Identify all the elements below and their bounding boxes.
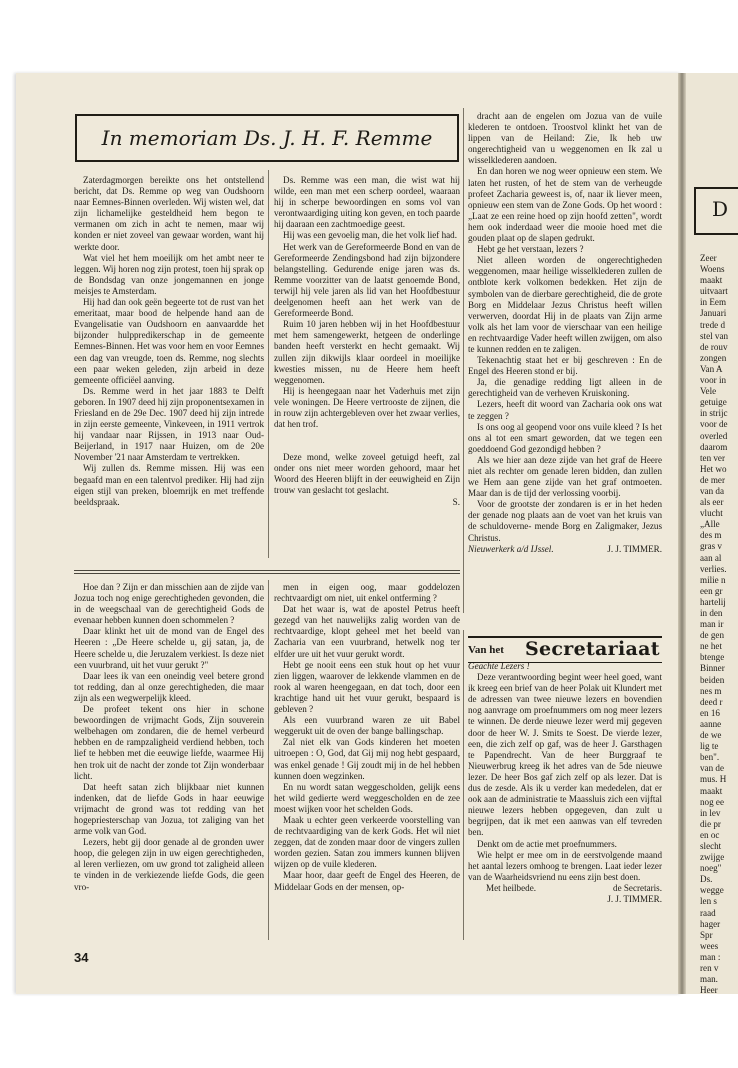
next-page-line: zwijge (700, 852, 725, 863)
secretariaat-prefix: Van het (468, 644, 504, 656)
next-page-line: en oc (700, 829, 720, 840)
paragraph: Ds. Remme werd in het jaar 1883 te Delft geboren. In 1907 deed hij zijn proponentsexamen in Friesland en de 29e Dec. 1907 deed hij zijn intrede in zijn eerste gemeente, Vinkeveen, in 1911 vertrok hij vandaar naar Rijssen, in 1913 naar Oud-Beijerland, in 1917 naar Huizen, om de 20e November '21 naar Amsterdam te vertrekken. (74, 385, 264, 463)
next-page-line: een gr (700, 585, 723, 596)
paragraph: Deze mond, welke zoveel getuigd heeft, zal onder ons niet meer worden gehoord, maar het Woord des Heeren blijft in der eeuwigheid en Zijn trouw van geslacht tot geslacht. (274, 452, 460, 496)
paragraph: Niet alleen worden de ongerechtigheden weggenomen, maar heilige wisselklederen zullen de ontblote kerk volkomen bedekken. Het zijn de symbolen van de dierbare gerechtigheid, die de grote Borg en Middelaar Jezus Christus heeft willen verwerven, doordat Hij in de plaats van Zijn arme volk als het lam voor de vierschaar van een heilige en rechtvaardige Vader heeft willen zwijgen, om also te kunnen redden en te zaligen. (468, 255, 662, 354)
next-page-line: stel van (700, 330, 729, 341)
next-page-line: de mer (700, 474, 725, 485)
closing-role: de Secretaris. (613, 882, 662, 893)
paragraph: Ruim 10 jaren hebben wij in het Hoofdbestuur met hem samengewerkt, hetgeen de onderlinge banden heeft versterkt en hecht gemaakt. Wij zullen zijn dikwijls klaar oordeel in moeilijke kwesties missen, nu de Heere hem heeft weggenomen. (274, 319, 460, 385)
paragraph: Denkt om de actie met proefnummers. (477, 838, 617, 849)
paragraph: men in eigen oog, maar goddelozen rechtvaardigt om niet, uit enkel ontferming ? (274, 582, 460, 604)
next-page-line: ne het (700, 641, 722, 652)
next-page-line: in Eem (700, 297, 727, 308)
next-page-line: aanne (700, 718, 722, 729)
next-page-text (700, 253, 738, 994)
next-page-line: van de (700, 763, 724, 774)
next-page-line: wegge (700, 885, 724, 896)
next-page-line: zongen (700, 352, 727, 363)
next-page-line: Heer (700, 985, 718, 994)
paragraph: En nu wordt satan weggescholden, gelijk eens het wild gedierte werd weggescholden en de zee moest wijken voor het schelden Gods. (274, 781, 460, 814)
paragraph: Deze verantwoording begint weer heel goed, want ik kreeg een brief van de heer Polak uit Klundert met de adressen van twee nieuwe lezers en bovendien nog aanvrage om proefnummers om nog meer lezers te winnen. De derde nieuwe lezer werd mij gegeven door de heer W. J. Smits te Soest. De vierde lezer, een, die zich zelf op gaf, was de heer J. Garsthagen te Papendrecht. Van de heer Burggraaf te Nieuwerbrug kreeg ik het adres van de 5de nieuwe lezer. De heer Bos gaf zich zelf op als lezer. Dat is dus de zesde. Als ik u verder kan mededelen, dat er ook aan de administratie te Maassluis zich een vijftal nieuwe lezers hebben opgegeven, dan zult u begrijpen, dat ik met een aanwas van elf tevreden ben. (468, 672, 662, 838)
page-gutter (678, 73, 686, 994)
next-page-line: die pr (700, 818, 721, 829)
paragraph: Hij is heengegaan naar het Vaderhuis met zijn vele woningen. De Heere vertrooste de zijnen, die in rouw zijn achtergebleven over het zwaar verlies, dat hen trof. (274, 385, 460, 430)
memoriam-title-box (75, 114, 459, 162)
next-page-line: nog ee (700, 796, 724, 807)
next-page-line: Het wo (700, 463, 727, 474)
paragraph: Hoe dan ? Zijn er dan misschien aan de zijde van Jozua toch nog enige gerechtigheden gevonden, die in de weegschaal van de gerechtigheid Gods de evenaar hebben kunnen doen schommelen ? (74, 582, 264, 626)
next-page-line: Zeer (700, 253, 717, 263)
next-page-title: D (712, 197, 729, 221)
paragraph: Zal niet elk van Gods kinderen het moeten uitroepen : O, God, dat Gij mij nog hebt gespaard, was enkel genade ! Gij zoudt mij in de hel hebben kunnen doen wegzinken. (274, 737, 460, 781)
secretariaat-text (468, 672, 662, 883)
section-divider (74, 570, 460, 571)
next-page-line: als eer (700, 497, 724, 508)
next-page-line: verlies. (700, 563, 727, 574)
next-page-line: wees (700, 940, 719, 951)
paragraph: Wij zullen ds. Remme missen. Hij was een begaafd man en een talentvol prediker. Hij had zijn eigen stijl van preken, bloemrijk en met treffende beeldspraak. (74, 463, 264, 507)
next-page-line: des m (700, 530, 722, 541)
paragraph: Ja, die genadige redding ligt alleen in de gerechtigheid van de verheven Kruiskoning. (468, 377, 662, 399)
closing-greeting: Met heilbede. (486, 882, 536, 893)
paragraph: Hebt ge nooit eens een stuk hout op het vuur zien liggen, waarover de lekkende vlammen en de rook al waren heengegaan, en dat toch, door een krachtige hand uit het vuur gerukt, bespaard is gebleven ? (274, 659, 460, 715)
next-page-line: daarom (700, 441, 728, 452)
page-number: 34 (74, 950, 89, 965)
column-rule (268, 580, 269, 940)
paragraph: Maak u echter geen verkeerde voorstelling van de rechtvaardiging van de kerk Gods. Het wil niet zeggen, dat de zonden maar door de vingers zullen worden gezien. Satan zou immers kunnen blijven wijzen op de vuile klederen. (274, 814, 460, 870)
next-page-line: vlucht (700, 508, 723, 519)
paragraph: De profeet tekent ons hier in schone bewoordingen de vrijmacht Gods, Zijn souverein welbehagen om zondaren, die de hemel verbeurd hebben en de rampzaligheid verdiend hebben, toch lief te hebben met die eeuwige liefde, waarmee Hij hen trok uit de nacht der zonde tot Zijn wonderbaar licht. (74, 704, 264, 781)
next-page-line: ten ver (700, 452, 725, 463)
meditation-column-4 (74, 582, 264, 893)
next-page-line: Van A (700, 363, 723, 374)
next-page-line: len s (700, 896, 717, 907)
paragraph: Hebt ge het verstaan, lezers ? (477, 244, 584, 255)
next-page-line: deed r (700, 696, 723, 707)
closing-signature: J. J. TIMMER. (607, 893, 662, 904)
paragraph: Maar hoor, daar geeft de Engel des Heeren, de Middelaar Gods en der mensen, op- (274, 870, 460, 892)
meditation-column-3 (468, 111, 662, 555)
next-page-line: noeg" (700, 863, 722, 874)
meditation-column-5 (274, 582, 460, 893)
next-page-line: de we (700, 730, 722, 741)
next-page-line: gras v (700, 541, 722, 552)
next-page-line: maakt (700, 785, 723, 796)
next-page-line: Binner (700, 663, 725, 674)
paragraph: Ds. Remme was een man, die wist wat hij wilde, een man met een scherp oordeel, waaraan hij in scherpe bewoordingen en soms vol van verontwaardiging uiting kon geven, en toch paarde hij daaraan een zachtmoedige geest. (274, 175, 460, 230)
next-page-line: raad (700, 907, 716, 918)
next-page-line: milie n (700, 574, 726, 585)
column-rule (463, 108, 464, 613)
byline-author: J. J. TIMMER. (607, 543, 662, 554)
section-divider (74, 573, 460, 574)
next-page-line: Ds. (700, 874, 713, 885)
next-page-edge (686, 73, 738, 994)
next-page-line: Januari (700, 308, 727, 319)
paragraph: Hij was een gevoelig man, die het volk lief had. (283, 230, 457, 241)
next-page-line: in strijc (700, 408, 728, 419)
next-page-line: de gen (700, 630, 724, 641)
column-rule (463, 630, 464, 940)
memoriam-title: In memoriam Ds. J. H. F. Remme (101, 126, 433, 150)
next-page-line: „Alle (700, 519, 720, 530)
next-page-line: btenge (700, 652, 725, 663)
next-page-line: slecht (700, 840, 722, 851)
next-page-line: hartelij (700, 596, 726, 607)
paragraph: dracht aan de engelen om Jozua van de vuile klederen te ontdoen. Troostvol klinkt het van de lippen van de Heiland: Zie, Ik heb uw ongerechtigheid van u weggenomen en Ik zal u wisselklederen aandoen. (468, 111, 662, 166)
next-page-line: man ir (700, 619, 724, 630)
byline-place: Nieuwerkerk a/d IJssel. (468, 543, 554, 554)
next-page-line: beiden (700, 674, 725, 685)
secretariaat-heading (468, 636, 662, 663)
secretariaat-title: Secretariaat (525, 638, 660, 660)
next-page-line: Spr (700, 929, 713, 940)
column-rule (268, 170, 269, 558)
next-page-line: en 16 (700, 707, 720, 718)
paragraph: Is ons oog al geopend voor ons vuile kleed ? Is het ons al tot een smart geworden, dat we tegen een goeddoend God gezondigd hebben ? (468, 421, 662, 454)
paragraph: Daar lees ik van een oneindig veel betere grond tot redding, dan al onze gerechtigheden, die maar zijn als een wegwerpelijk kleed. (74, 670, 264, 703)
next-page-line: getuige (700, 397, 727, 408)
next-page-line: voor de (700, 419, 728, 430)
next-page-line: ben". (700, 752, 720, 763)
memoriam-signature: S. (452, 496, 460, 507)
next-page-line: Woens (700, 264, 725, 275)
next-page-line: voor in (700, 375, 727, 386)
next-page-title-box (694, 187, 738, 235)
next-page-line: lig te (700, 741, 719, 752)
next-page-line: overled (700, 430, 728, 441)
next-page-line: uitvaart (700, 286, 728, 297)
next-page-line: ren v (700, 963, 719, 973)
paragraph: Wat viel het hem moeilijk om het ambt neer te leggen. Wij horen nog zijn protest, toen hij sprak op de Bondsdag van onze jongemannen en jonge meisjes te Amsterdam. (74, 252, 264, 296)
next-page-line: de rouv (700, 341, 728, 352)
next-page-line: man : (700, 951, 721, 962)
paragraph: Zaterdagmorgen bereikte ons het ontstellend bericht, dat Ds. Remme op weg van Oudshoorn naar Eemnes-Binnen overleden. Wij wisten wel, dat zijn lichamelijke gesteldheid hem begon te vermanen om zich in acht te nemen, maar wij konden er niet zoveel van gewaar worden, want hij werkte door. (74, 175, 264, 252)
next-page-line: maakt (700, 275, 723, 286)
secretariaat-closing (468, 883, 662, 905)
secretariaat-greeting: Geachte Lezers ! (468, 661, 530, 671)
secretariaat-column (468, 661, 662, 905)
paragraph: Als we hier aan deze zijde van het graf de Heere niet als rechter om genade leren bidden, dan zullen we Hem aan gene zijde van het graf ontmoeten. Maar dan is de tijd der verlossing voorbij. (468, 454, 662, 499)
next-page-line: Vele (700, 386, 717, 397)
next-page-line: man. (700, 974, 718, 985)
paragraph: Lezers, heeft dit woord van Zacharia ook ons wat te zeggen ? (468, 399, 662, 421)
paragraph: Tekenachtig staat het er bij geschreven : En de Engel des Heeren stond er bij. (468, 355, 662, 377)
paragraph: Lezers, hebt gij door genade al de gronden uwer hoop, die gelegen zijn in uw eigen gerechtigheden, al leren verliezen, om uw grond tot zaligheid alleen te vinden in de verkiezende liefde Gods, die geen vro- (74, 837, 264, 892)
paragraph: Als een vuurbrand waren ze uit Babel weggerukt uit de oven der bange ballingschap. (274, 715, 460, 737)
memoriam-column-1 (74, 175, 264, 508)
paragraph: Dat heeft satan zich blijkbaar niet kunnen indenken, dat de liefde Gods in haar eeuwige vrijmacht de grond was tot redding van het hogepriesterschap van Jozua, tot zaliging van het arme volk van God. (74, 781, 264, 837)
next-page-line: van da (700, 485, 724, 496)
next-page-line: in den (700, 608, 723, 618)
next-page-line: nes m (700, 685, 722, 696)
paragraph: Het werk van de Gereformeerde Bond en van de Gereformeerde Zendingsbond had zijn bijzondere belangstelling. Gedurende enige jaren was ds. Remme voorzitter van de laatst genoemde Bond, terwijl hij vele jaren als lid van het Hoofdbestuur deelgenomen heeft aan het werk van de Gereformeerde Bond. (274, 241, 460, 319)
next-page-line: trede d (700, 319, 725, 330)
next-page-line: mus. H (700, 774, 727, 785)
meditation-byline (468, 544, 662, 555)
paragraph: Daar klinkt het uit de mond van de Engel des Heeren : „De Heere schelde u, gij satan, ja, de Heere schelde u, die Jeruzalem verkiest. Is deze niet een vuurbrand, uit het vuur gerukt ?" (74, 626, 264, 670)
paragraph: Voor de grootste der zondaren is er in het heden der genade nog plaats aan de voet van het kruis van de schuldoverne- mende Borg en Zaligmaker, Jezus Christus. (468, 499, 662, 543)
paragraph: Dat het waar is, wat de apostel Petrus heeft gezegd van het nauwelijks zalig worden van de rechtvaardige, klopt geheel met het beeld van Zacharia van een vuurbrand, hetwelk nog ter elfder ure uit het vuur gerukt wordt. (274, 604, 460, 659)
memoriam-column-2 (274, 175, 460, 508)
next-page-line: hager (700, 918, 721, 929)
next-page-line: in lev (700, 807, 721, 818)
paragraph: Wie helpt er mee om in de eerstvolgende maand het aantal lezers omhoog te brengen. Laat ieder lezer van de Waarheidsvriend nu eens zijn best doen. (468, 849, 662, 882)
paragraph: En dan horen we nog weer opnieuw een stem. We laten het rusten, of het de stem van de verheugde profeet Zacharia geweest is, of, naar ik liever meen, opnieuw een stem van de Zone Gods. Op het woord : „Laat ze een reine hoed op zijn hoofd zetten", wordt hem ook inderdaad weer die mooie hoed met die gouden plaat op de slapen gedrukt. (468, 166, 662, 244)
next-page-line: aan al (700, 552, 722, 563)
paragraph: Hij had dan ook geën begeerte tot de rust van het emeritaat, maar bood de helpende hand aan de Evangelisatie van Oudshoorn en aanvaardde het bijzonder hulppredikerschap in de gemeente Eemnes-Binnen. Het was voor hem en voor Eemnes een dag van vreugde, toen ds. Remme, nog slechts een paar weken geleden, zijn arbeid in deze gemeente officiëel aanving. (74, 297, 264, 385)
